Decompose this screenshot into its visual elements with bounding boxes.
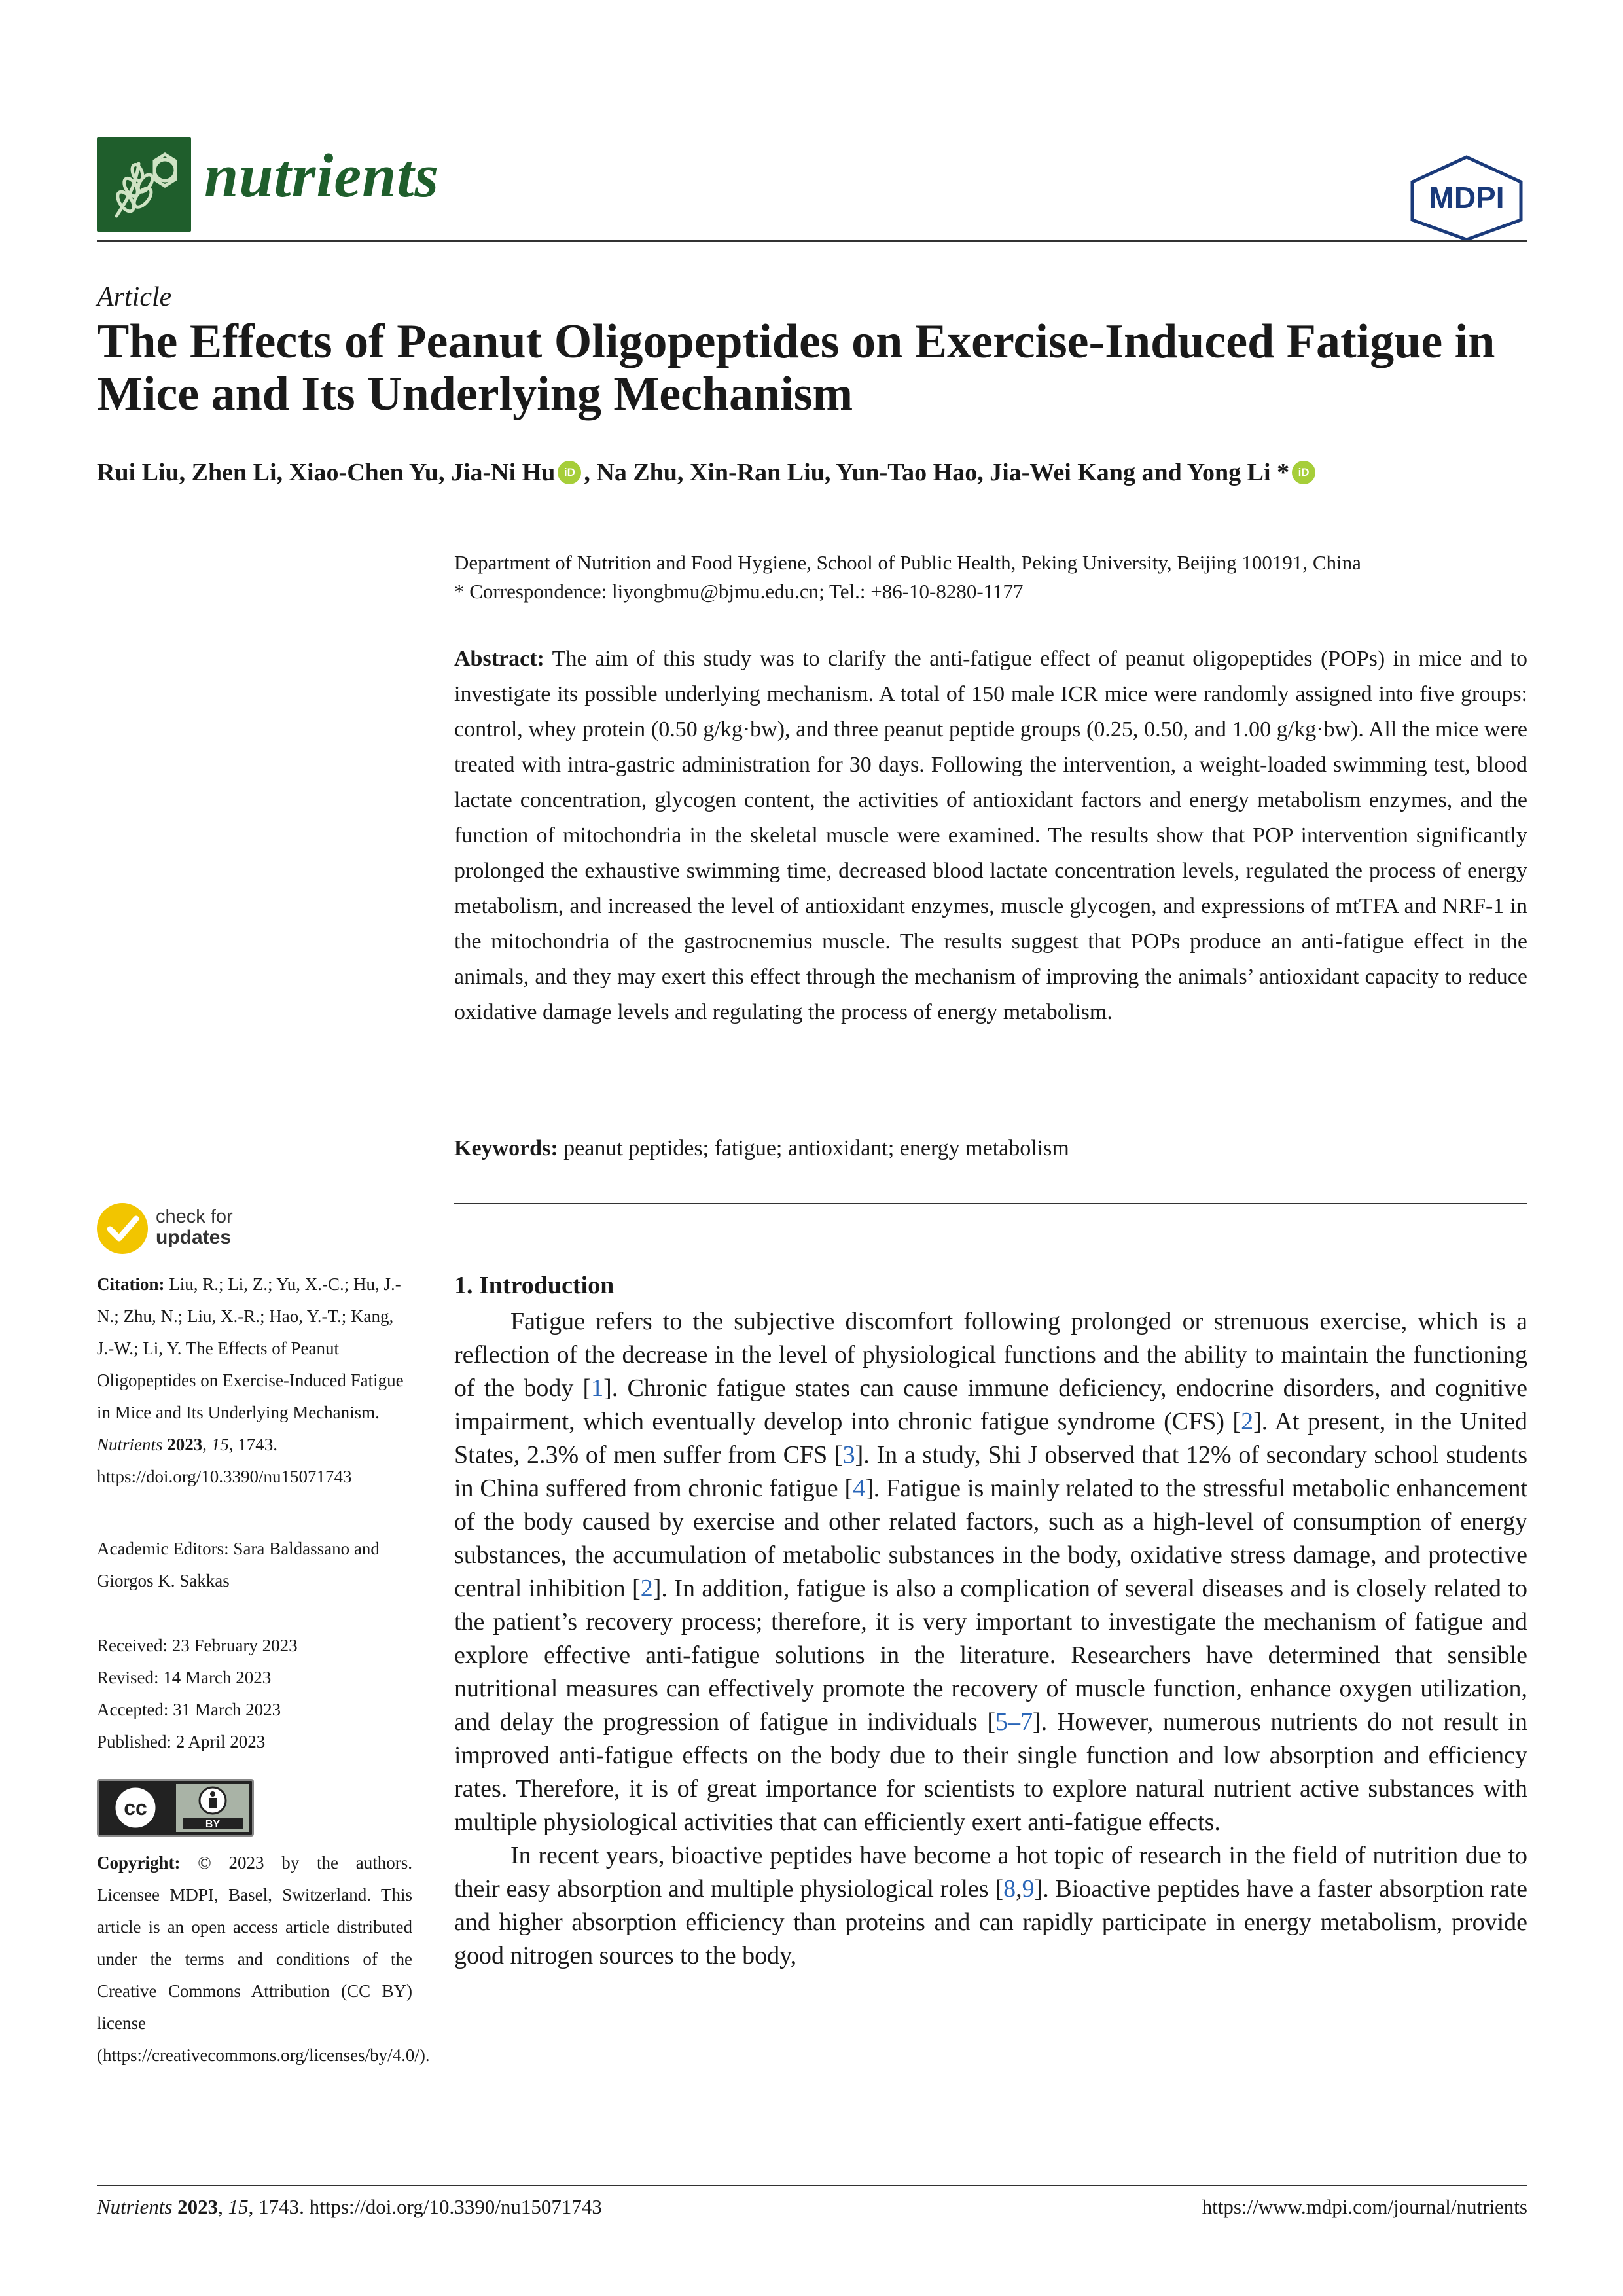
check-for-updates-badge[interactable] [97,1203,293,1261]
body-text [454,1305,1527,1973]
reference-link[interactable]: 2 [640,1575,653,1602]
paragraph-text: ]. In a study, Shi J observed that 12% of secondary school students in China suffered from chronic fatigue [ [454,1441,1527,1502]
footer-year: 2023 [177,2195,219,2218]
citation-doi[interactable]: , 1743. https://doi.org/10.3390/nu15071743 [97,1435,352,1486]
journal-name: nutrients [204,142,440,210]
copyright-label: Copyright: [97,1853,181,1873]
citation-volume: 15 [211,1435,229,1454]
abstract-text: The aim of this study was to clarify the anti-fatigue effect of peanut oligopeptides (POPs) in mice and to investigate its possible underlying mechanism. A total of 150 male ICR mice were randomly assigned into five groups: control, whey protein (0.50 g/kg·bw), and three peanut peptide groups (0.25, 0.50, and 1.00 g/kg·bw). All the mice were treated with intra-gastric administration for 30 days. Following the intervention, a weight-loaded swimming test, blood lactate concentration, glycogen content, the activities of antioxidant factors and energy metabolism enzymes, and the function of mitochondria in the skeletal muscle were examined. The results show that POP intervention significantly prolonged the exhaustive swimming time, decreased blood lactate concentration levels, regulated the process of energy metabolism, and increased the level of antioxidant enzymes, muscle glycogen, and expressions of mtTFA and NRF-1 in the mitochondria of the gastrocnemius muscle. The results suggest that POPs produce an anti-fatigue effect in the animals, and they may exert this effect through the mechanism of improving the animals’ antioxidant capacity to reduce oxidative damage levels and regulating the process of energy metabolism. [454,647,1527,1024]
author-list [97,457,1527,488]
reference-link[interactable]: 5–7 [995,1708,1033,1736]
mdpi-logo-text: MDPI [1429,181,1505,215]
received-date: Received: 23 February 2023 [97,1636,298,1655]
citation-block: Citation: Liu, R.; Li, Z.; Yu, X.-C.; Hu, J.-N.; Zhu, N.; Liu, X.-R.; Hao, Y.-T.; Kang, J.-W.; Li, Y. The Effects of Peanut Oligopeptides on Exercise-Induced Fatigue in Mice and Its Underlying Mechanism. Nutrients 2023, 15, 1743. https://doi.org/10.3390/nu15071743 [97,1274,404,1486]
header-divider [97,240,1527,242]
revised-date: Revised: 14 March 2023 [97,1668,272,1687]
article-type: Article [97,282,172,312]
footer-citation: Nutrients 2023, 15, 1743. https://doi.org/10.3390/nu15071743 [97,2195,602,2218]
published-date: Published: 2 April 2023 [97,1732,266,1751]
authors-part-2: , Na Zhu, Xin-Ran Liu, Yun-Tao Hao, Jia-Wei Kang and Yong Li * [584,459,1290,486]
reference-link[interactable]: 2 [1241,1408,1254,1435]
paragraph [454,1839,1527,1973]
copyright-text: © 2023 by the authors. Licensee MDPI, Basel, Switzerland. This article is an open access article distributed under the terms and conditions of the Creative Commons Attribution (CC BY) license (https://creativecommons.org/licenses/by/4.0/). [97,1853,430,2065]
journal-logo [97,137,191,232]
academic-editors: Academic Editors: Sara Baldassano and Giorgos K. Sakkas [97,1539,380,1590]
orcid-icon[interactable]: iD [1292,461,1315,484]
paragraph-text: In recent years, bioactive peptides have become a hot topic of research in the field of nutrition due to their easy absorption and multiple physiological roles [ [454,1842,1527,1903]
footer-doi[interactable]: , 1743. https://doi.org/10.3390/nu15071743 [248,2195,602,2218]
by-label: BY [205,1819,221,1830]
copyright-notice [97,1847,430,2072]
section-divider [454,1203,1527,1204]
accepted-date: Accepted: 31 March 2023 [97,1700,281,1719]
authors-part-1: Rui Liu, Zhen Li, Xiao-Chen Yu, Jia-Ni Hu [97,459,556,486]
mdpi-logo [1406,154,1527,242]
article-title: The Effects of Peanut Oligopeptides on Exercise-Induced Fatigue in Mice and Its Underlying Mechanism [97,315,1495,421]
paragraph-text: ]. Chronic fatigue states can cause immune deficiency, endocrine disorders, and cognitive impairment, which eventually develop into chronic fatigue syndrome (CFS) [ [454,1374,1527,1435]
wheat-leaf-logo-icon [97,137,191,232]
paragraph-text: ]. Fatigue is mainly related to the stressful metabolic enhancement of the body caused by exercise and other related factors, such as a high-level of consumption of energy substances, the accumulation of metabolic substances in the body, oxidative stress damage, and protective central inhibition [ [454,1475,1527,1602]
check-circle-icon [97,1203,148,1254]
paragraph-text: ]. In addition, fatigue is also a complication of several diseases and is closely related to the patient’s recovery process; therefore, it is very important to investigate the mechanism of fatigue and explore effective anti-fatigue solutions in the literature. Researchers have determined that sensible nutritional measures can effectively promote the recovery of muscle function, enhance oxygen utilization, and delay the progression of fatigue in individuals [ [454,1575,1528,1736]
keywords [454,1132,1527,1165]
affiliation: Department of Nutrition and Food Hygiene, School of Public Health, Peking University, Beijing 100191, China [454,551,1361,574]
footer-journal: Nutrients [97,2195,173,2218]
paragraph-text: ]. At present, in the United States, 2.3% of men suffer from CFS [ [454,1408,1527,1469]
cc-by-license-badge[interactable] [97,1779,254,1837]
footer-volume: 15 [228,2195,249,2218]
reference-link[interactable]: 8 [1003,1875,1016,1903]
footer-journal-url[interactable]: https://www.mdpi.com/journal/nutrients [1202,2195,1527,2218]
correspondence: * Correspondence: liyongbmu@bjmu.edu.cn; Tel.: +86-10-8280-1177 [454,580,1024,603]
citation-label: Citation: [97,1274,165,1294]
keywords-label: Keywords: [454,1136,558,1160]
citation-year: 2023 [167,1435,203,1454]
check-for-label: check for [156,1206,233,1227]
reference-link[interactable]: 4 [853,1475,866,1502]
paragraph-text: Fatigue refers to the subjective discomfort following prolonged or strenuous exercise, which is a reflection of the decrease in the level of physiological functions and the ability to maintain the functioning of the body [ [454,1308,1527,1402]
footer-divider [97,2185,1527,2186]
citation-text: Liu, R.; Li, Z.; Yu, X.-C.; Hu, J.-N.; Zhu, N.; Liu, X.-R.; Hao, Y.-T.; Kang, J.-W.; Li, Y. The Effects of Peanut Oligopeptides on Exercise-Induced Fatigue in Mice and Its Underlying Mechanism. [97,1274,404,1422]
paragraph-text: , [1016,1875,1022,1903]
section-heading-introduction: 1. Introduction [454,1272,615,1299]
cc-icon-label: cc [124,1796,147,1820]
paragraph-text: ]. However, numerous nutrients do not result in improved anti-fatigue effects on the body due to their single function and low absorption and efficiency rates. Therefore, it is of great importance for scientists to explore natural nutrient active substances with multiple physiological activities that can efficiently exert anti-fatigue effects. [454,1708,1527,1836]
abstract [454,641,1527,1030]
paragraph [454,1305,1527,1839]
reference-link[interactable]: 1 [591,1374,604,1402]
paragraph-text: ]. Bioactive peptides have a faster absorption rate and higher absorption efficiency than proteins and can rapidly participate in energy metabolism, provide good nitrogen sources to the body, [454,1875,1528,1969]
publication-dates [97,1630,412,1758]
keywords-text: peanut peptides; fatigue; antioxidant; energy metabolism [563,1136,1069,1160]
citation-journal: Nutrients [97,1435,163,1454]
updates-label: updates [156,1227,232,1248]
reference-link[interactable]: 3 [842,1441,855,1469]
reference-link[interactable]: 9 [1022,1875,1035,1903]
abstract-label: Abstract: [454,647,544,671]
orcid-icon[interactable]: iD [558,461,581,484]
